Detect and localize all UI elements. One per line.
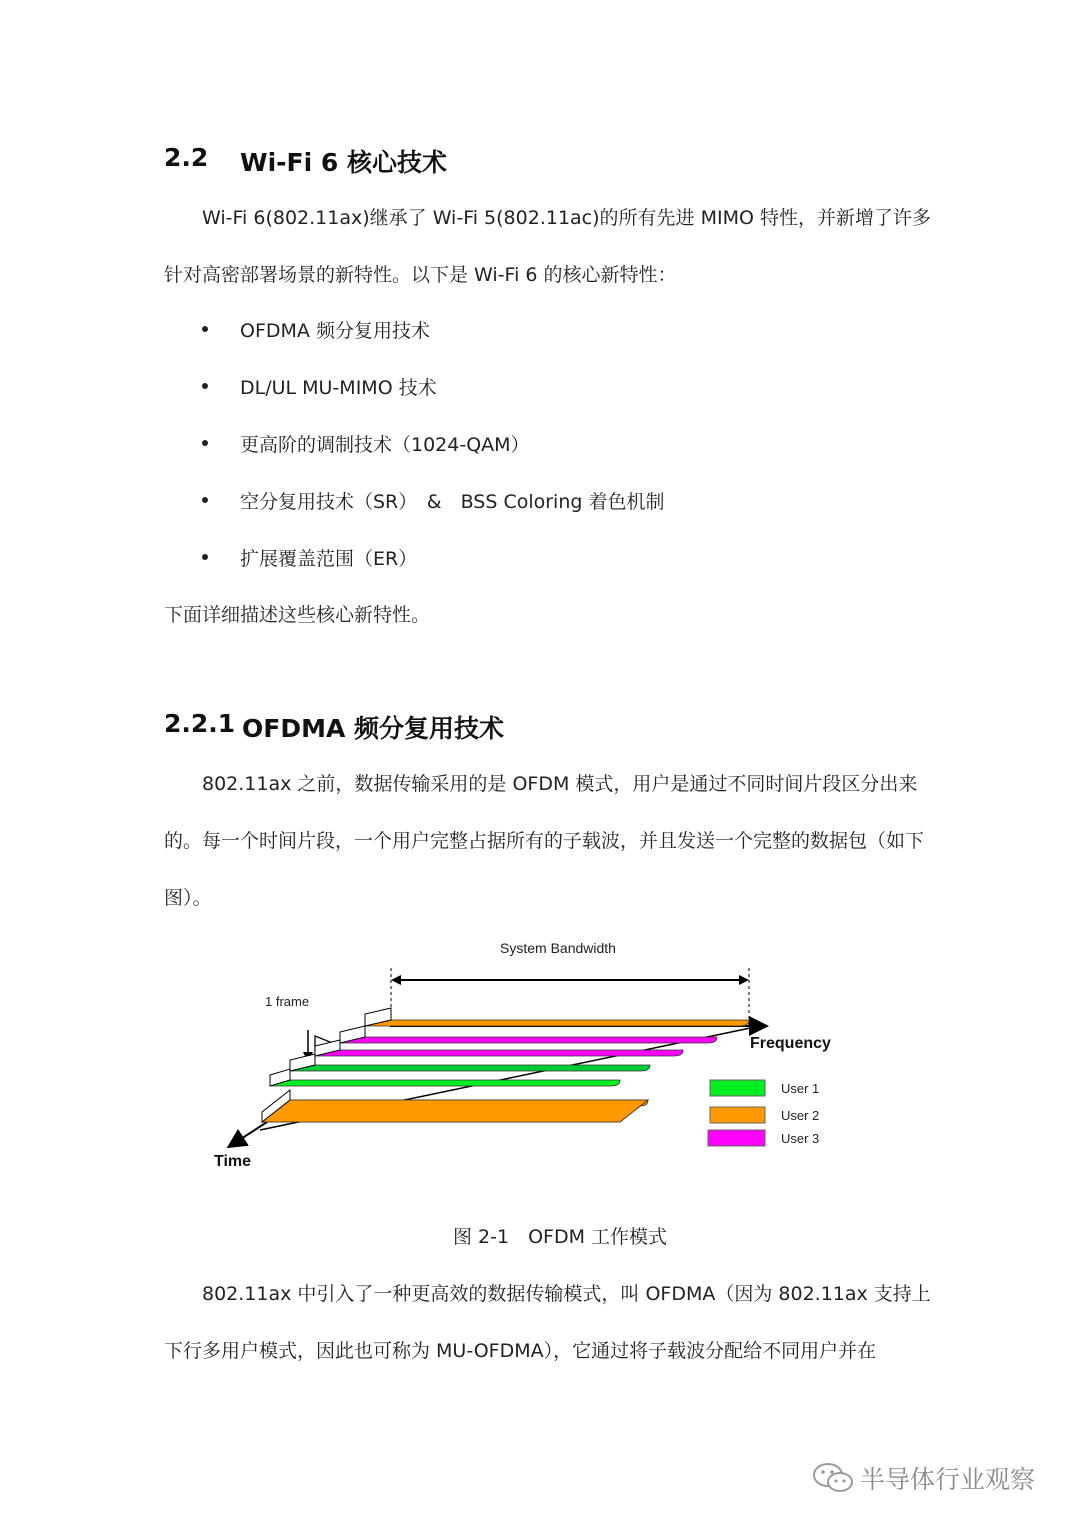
- ofdm-diagram-svg: [200, 930, 880, 1190]
- para1-line-2: 的。每一个时间片段，一个用户完整占据所有的子载波，并且发送一个完整的数据包（如下: [164, 830, 925, 852]
- bandwidth-label: System Bandwidth: [500, 940, 616, 956]
- bandwidth-arrow-right-head: [739, 975, 749, 985]
- section-number: 2.2: [164, 143, 209, 172]
- legend-swatch-user3: [708, 1130, 765, 1146]
- legend-label-user3: User 3: [781, 1131, 820, 1146]
- frame-slab-3: [290, 1065, 650, 1071]
- para1-line-1: 802.11ax 之前，数据传输采用的是 OFDM 模式，用户是通过不同时间片段区分出来: [202, 773, 918, 795]
- legend: [708, 1080, 819, 1146]
- frame-slab-5: [340, 1037, 717, 1043]
- list-item: 更高阶的调制技术（1024-QAM）: [240, 434, 530, 456]
- frequency-label: Frequency: [750, 1035, 831, 1052]
- legend-label-user1: User 1: [781, 1081, 820, 1096]
- watermark-text: 半导体行业观察: [860, 1465, 1036, 1494]
- legend-swatch-user1: [710, 1080, 765, 1096]
- ofdm-diagram: [200, 930, 880, 1190]
- list-item: 空分复用技术（SR） & BSS Coloring 着色机制: [240, 491, 665, 513]
- para2-line-1: 802.11ax 中引入了一种更高效的数据传输模式，叫 OFDMA（因为 802.11ax 支持上: [202, 1283, 931, 1305]
- intro-line-1: Wi-Fi 6(802.11ax)继承了 Wi-Fi 5(802.11ac)的所有先进 MIMO 特性，并新增了许多: [202, 207, 931, 229]
- frame-slab-6: [365, 1020, 749, 1026]
- list-item: 扩展覆盖范围（ER）: [240, 548, 418, 570]
- bullet-marker: [202, 440, 208, 446]
- bullet-marker: [202, 326, 208, 332]
- frame-label: 1 frame: [265, 994, 310, 1009]
- wechat-icon: [812, 1461, 854, 1495]
- legend-label-user2: User 2: [781, 1108, 820, 1123]
- subsection-title: OFDMA 频分复用技术: [242, 714, 505, 743]
- frame-slab-4: [315, 1050, 683, 1056]
- intro-line-2: 针对高密部署场景的新特性。以下是 Wi-Fi 6 的核心新特性：: [164, 264, 677, 286]
- outro-text: 下面详细描述这些核心新特性。: [164, 604, 431, 626]
- subsection-number: 2.2.1: [164, 709, 236, 738]
- list-item: DL/UL MU-MIMO 技术: [240, 377, 437, 399]
- bandwidth-arrow-left-head: [391, 975, 401, 985]
- time-label: Time: [214, 1153, 252, 1170]
- frame-slab-1: [262, 1100, 648, 1122]
- bullet-marker: [202, 554, 208, 560]
- section-title: Wi-Fi 6 核心技术: [240, 148, 447, 177]
- legend-swatch-user2: [710, 1107, 765, 1123]
- figure-caption: 图 2-1 OFDM 工作模式: [453, 1226, 668, 1248]
- watermark: [812, 1460, 1035, 1496]
- bullet-marker: [202, 383, 208, 389]
- para1-line-3: 图）。: [164, 887, 212, 909]
- frame-slabs: [262, 1008, 749, 1122]
- para2-line-2: 下行多用户模式，因此也可称为 MU-OFDMA），它通过将子载波分配给不同用户并在: [164, 1340, 877, 1362]
- bullet-marker: [202, 497, 208, 503]
- list-item: OFDMA 频分复用技术: [240, 320, 430, 342]
- frame-slab-2: [270, 1080, 620, 1086]
